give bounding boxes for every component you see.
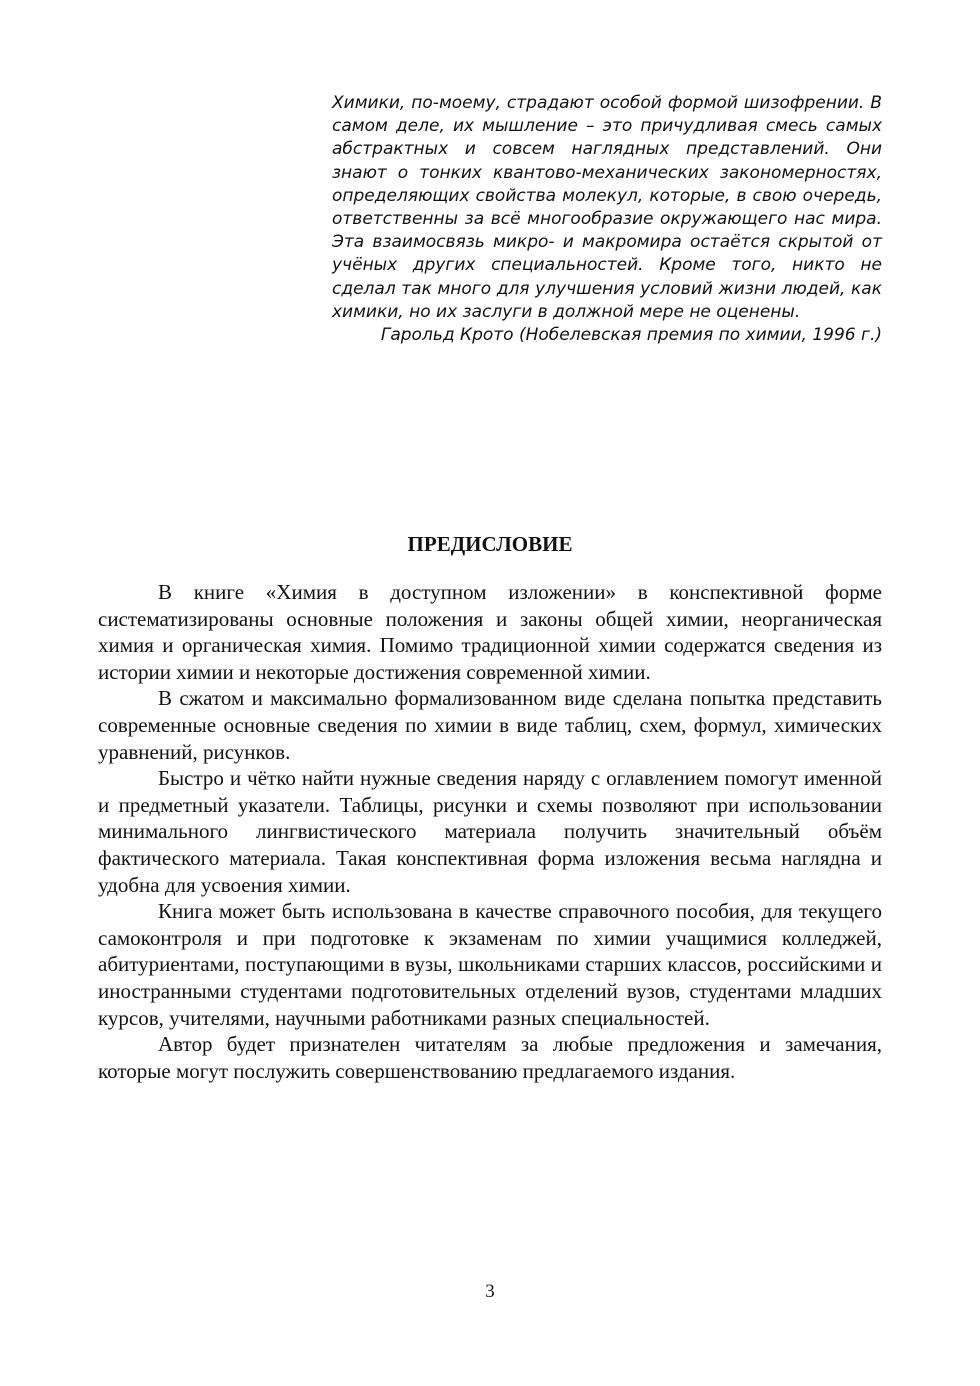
paragraph-5: Автор будет признателен читателям за любые предложения и замечания, которые могут послужить совершенствованию предлагаемого издания. [98,1032,882,1083]
epigraph-author: Гарольд Крото (Нобелевская премия по химии, 1996 г.) [380,325,882,346]
preface-body [98,579,882,1084]
paragraph-1: В книге «Химия в доступном изложении» в конспективной форме систематизированы основные положения и законы общей химии, неорганическая химия и органическая химия. Помимо традиционной химии содержатся сведения из истории химии и некоторые достижения современной химии. [98,580,882,684]
page-number: 3 [485,1281,495,1302]
epigraph [332,92,882,347]
paragraph-4: Книга может быть использована в качестве справочного пособия, для текущего самоконтроля и при подготовке к экзаменам по химии учащимися колледжей, абитуриентами, поступающими в вузы, школьниками старших классов, российскими и иностранными студентами подготовительных отделений вузов, студентами младших курсов, учителями, научными работниками разных специальностей. [98,899,882,1030]
section-heading: ПРЕДИСЛОВИЕ [407,532,573,556]
paragraph-3: Быстро и чётко найти нужные сведения наряду с оглавлением помогут именной и предметный указатели. Таблицы, рисунки и схемы позволяют при использовании минимального лингвистического материала получить значительный объём фактического материала. Такая конспективная форма изложения весьма наглядна и удобна для усвоения химии. [98,766,882,897]
epigraph-quote: Химики, по-моему, страдают особой формой шизофрении. В самом деле, их мышление – это причудливая смесь самых абстрактных и совсем наглядных представлений. Они знают о тонких квантово-механических закономерностях, определяющих свойства молекул, которые, в свою очередь, ответственны за всё многообразие окружающего нас мира. Эта взаимосвязь микро- и макромира остаётся скрытой от учёных других специальностей. Кроме того, никто не сделал так много для улучшения условий жизни людей, как химики, но их заслуги в должной мере не оценены. [332,93,882,322]
paragraph-2: В сжатом и максимально формализованном виде сделана попытка представить современные основные сведения по химии в виде таблиц, схем, формул, химических уравнений, рисунков. [98,686,882,764]
